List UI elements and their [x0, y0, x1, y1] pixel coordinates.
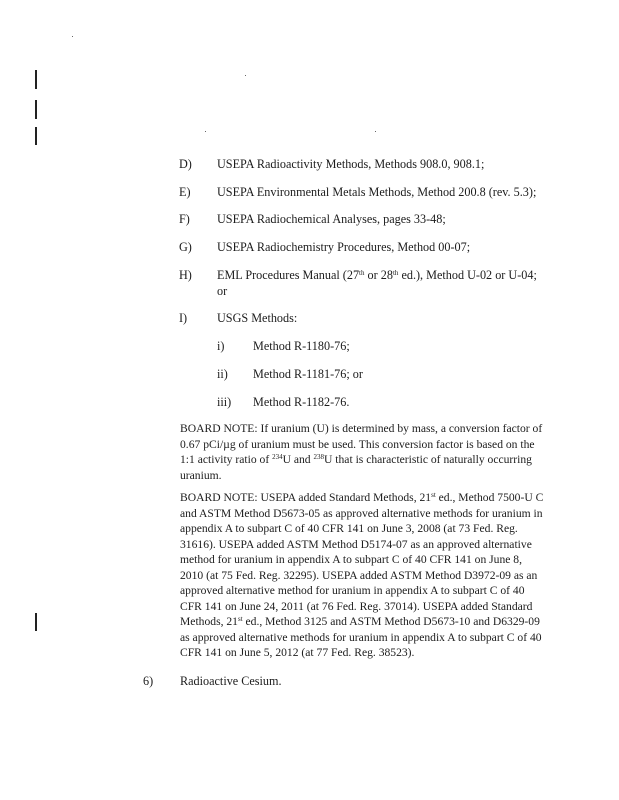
list-item-label: F)	[179, 212, 190, 226]
note-text: BOARD NOTE: USEPA added Standard Methods, 21	[180, 491, 432, 504]
superscript: 234	[272, 453, 283, 461]
list-item-text: USEPA Radiochemistry Procedures, Method 00-07;	[217, 240, 471, 254]
superscript: st	[431, 491, 436, 499]
list-item-label: E)	[179, 185, 191, 199]
eml-text-mid: or 28	[364, 268, 393, 282]
list-item-label: I)	[179, 311, 188, 325]
superscript: st	[237, 615, 243, 623]
sublist-item-text: Method R-1182-76.	[253, 395, 350, 409]
superscript: th	[392, 269, 399, 277]
scan-speck	[375, 131, 376, 132]
eml-text-pre: EML Procedures Manual (27	[217, 268, 360, 282]
revision-bar	[35, 100, 37, 119]
sublist-item-text: Method R-1180-76;	[253, 339, 350, 353]
scan-speck	[72, 36, 73, 37]
superscript: th	[359, 269, 365, 277]
list-item-text: USEPA Radiochemical Analyses, pages 33-48;	[217, 212, 446, 226]
note-text: U and	[282, 453, 314, 466]
list-item-text: USGS Methods:	[217, 311, 298, 325]
list-item-label: H)	[179, 268, 192, 282]
list-item-text: USEPA Radioactivity Methods, Methods 908.0, 908.1;	[217, 157, 485, 171]
list-item-continuation: or	[217, 284, 228, 298]
note-text: ed., Method 7500-U C and ASTM Method D5673-05 as approved alternative methods for uranium in appendix A to subpart C of 40 CFR 141 on June 3, 2008 (at 73 Fed. Reg. 31616). USEPA added ASTM Method D5174-07 as an approved alternative method for uranium in appendix A to subpart C of 40 CFR 141 on June 8, 2010 (at 75 Fed. Reg. 32295). USEPA added ASTM Method D3972-09 as an approved alternative method for uranium in appendix A to subpart C of 40 CFR 141 on June 24, 2011 (at 76 Fed. Reg. 37014). USEPA added Standard Methods, 21	[180, 491, 544, 628]
list-item-text	[217, 268, 537, 283]
sublist-item-label: i)	[217, 339, 225, 353]
note-text: ed., Method 3125 and ASTM Method D5673-10 and D6329-09 as approved alternative methods for uranium in appendix A to subpart C of 40 CFR 141 on June 5, 2012 (at 77 Fed. Reg. 38523).	[180, 615, 542, 659]
board-note-uranium-conversion	[180, 421, 545, 483]
note-text: BOARD NOTE: If uranium (U) is determined by mass, a conversion factor of 0.67 pCi/µg of uranium must be used. This conversion factor is based on the 1:1 activity ratio of	[180, 422, 543, 466]
sublist-item-text: Method R-1181-76; or	[253, 367, 363, 381]
list-item-label: G)	[179, 240, 192, 254]
note-text: U that is characteristic of naturally occurring uranium.	[180, 453, 532, 482]
board-note-usepa-additions	[180, 490, 545, 661]
list-item-text: USEPA Environmental Metals Methods, Method 200.8 (rev. 5.3);	[217, 185, 537, 199]
scan-speck	[245, 75, 246, 76]
sublist-item-label: iii)	[217, 395, 232, 409]
revision-bar	[35, 70, 37, 89]
revision-bar	[35, 613, 37, 631]
revision-bar	[35, 127, 37, 145]
list-item-label: D)	[179, 157, 192, 171]
superscript: 238	[313, 453, 325, 461]
eml-text-post: ed.), Method U-02 or U-04;	[398, 268, 537, 282]
section-item-text: Radioactive Cesium.	[180, 674, 282, 688]
scan-speck	[205, 131, 206, 132]
section-item-label: 6)	[143, 674, 154, 688]
sublist-item-label: ii)	[217, 367, 228, 381]
